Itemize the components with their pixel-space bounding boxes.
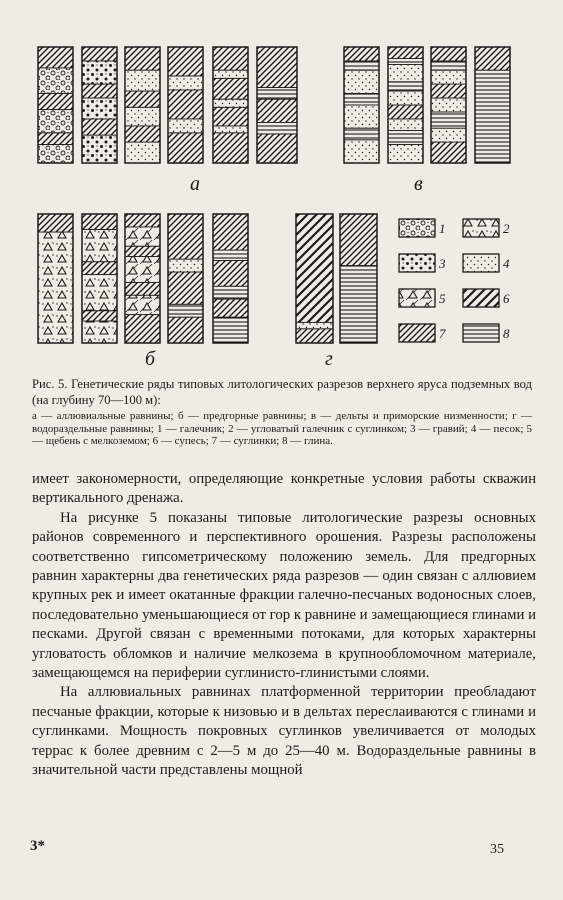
section-layer	[38, 133, 73, 145]
section-layer	[125, 282, 160, 295]
section-layer	[344, 61, 379, 70]
legend-swatch-4	[463, 254, 499, 272]
section-layer	[213, 107, 248, 126]
section-column	[344, 47, 379, 163]
section-layer	[431, 84, 466, 98]
legend-num-2: 2	[503, 221, 510, 236]
section-layer	[168, 47, 203, 76]
section-layer	[38, 232, 73, 343]
legend-swatch-5	[399, 289, 435, 307]
section-layer	[344, 70, 379, 93]
section-column	[125, 47, 160, 163]
legend-num-3: 3	[439, 256, 446, 271]
lithology-figure	[0, 0, 563, 380]
paragraph-1: имеет закономерности, определяющие конкретные условия работы скважин вертикального дренажа.	[32, 471, 536, 507]
section-layer	[38, 214, 73, 232]
section-layer	[168, 119, 203, 133]
legend-swatch-8	[463, 324, 499, 342]
section-column	[213, 214, 248, 343]
section-layer	[125, 227, 160, 246]
section-column	[257, 47, 297, 163]
section-column	[475, 47, 510, 163]
section-layer	[125, 257, 160, 283]
section-layer	[82, 275, 117, 311]
legend-swatch-1	[399, 219, 435, 237]
legend-num-7: 7	[439, 326, 446, 341]
paragraph-3: На аллювиальных равнинах платформенной территории преобладают песчаные фракции, которые к низовью и в дельтах переслаиваются с глинами и суглинками. Мощность покровных суглинков увеличивается от молодых террас к более древним с 2—5 м до 25—40 м. Водораздельные равнины в значительной части представлены мощной	[32, 684, 536, 779]
section-layer	[257, 99, 297, 122]
section-layer	[344, 128, 379, 140]
legend-swatch-3	[399, 254, 435, 272]
section-layer	[296, 329, 333, 343]
section-layer	[257, 122, 297, 134]
section-layer	[213, 286, 248, 299]
section-layer	[388, 91, 423, 105]
legend-num-5: 5	[439, 291, 446, 306]
section-layer	[213, 47, 248, 70]
section-layer	[38, 110, 73, 133]
section-column	[213, 47, 248, 163]
section-column	[340, 214, 377, 343]
section-layer	[296, 214, 333, 322]
section-layer	[431, 98, 466, 112]
section-layer	[168, 90, 203, 119]
group-label-a: а	[190, 173, 200, 195]
section-column	[296, 214, 333, 343]
section-column	[82, 47, 117, 163]
section-layer	[431, 128, 466, 142]
legend-num-4: 4	[503, 256, 510, 271]
section-layer	[125, 214, 160, 227]
section-layer	[82, 214, 117, 229]
section-layer	[257, 47, 297, 88]
section-layer	[213, 126, 248, 133]
section-layer	[125, 91, 160, 107]
section-column	[38, 214, 73, 343]
section-layer	[38, 144, 73, 163]
section-layer	[344, 47, 379, 61]
section-layer	[388, 105, 423, 119]
group-label-d: г	[325, 348, 333, 370]
section-layer	[388, 47, 423, 59]
section-layer	[168, 317, 203, 343]
section-layer	[125, 107, 160, 126]
section-layer	[82, 229, 117, 261]
section-layer	[38, 47, 73, 68]
section-layer	[125, 246, 160, 256]
section-layer	[431, 70, 466, 84]
section-layer	[344, 140, 379, 163]
paragraph-2: На рисунке 5 показаны типовые литологические разрезы основных районов современного и перспективного орошения. Разрезы расположены соответственно гипсометрическому положению земель. Для предгорных равнин характерны два генетических ряда разрезов — один связан с аллювием крупных рек и имеет окатанные фракции галечно-песчаных водоносных слоев, последовательно уменьшающиеся от гор к равнине и замещающиеся глинами и песками. Другой связан с временными потоками, для которых характерны угловатость обломков и наличие мелкозема в крупнообломочном материале, замещающемся на периферии суглинисто-глинистыми слоями.	[32, 509, 536, 682]
section-layer	[168, 304, 203, 317]
section-layer	[82, 119, 117, 135]
section-layer	[213, 78, 248, 99]
section-column	[168, 47, 203, 163]
section-layer	[388, 144, 423, 163]
section-layer	[213, 214, 248, 250]
section-layer	[82, 135, 117, 163]
section-layer	[257, 88, 297, 100]
caption-legend: а — аллювиальные равнины; б — предгорные равнины; в — дельты и приморские низменности; г — водораздельные равнины; 1 — галечник; 2 — угловатый галечник с суглинком; 3 — гравий; 4 — песок; 5 — щебень с мелкоземом; 6 — супесь; 7 — суглинки; 8 — глина.	[32, 410, 532, 448]
section-layer	[38, 68, 73, 94]
section-layer	[475, 70, 510, 163]
section-layer	[431, 47, 466, 61]
section-column	[82, 214, 117, 343]
page-number: 35	[490, 842, 504, 857]
section-layer	[388, 131, 423, 145]
section-layer	[388, 82, 423, 91]
signature-mark: 3*	[30, 838, 45, 854]
section-layer	[213, 133, 248, 163]
section-layer	[82, 47, 117, 61]
section-layer	[213, 299, 248, 317]
section-layer	[38, 93, 73, 109]
section-layer	[340, 214, 377, 266]
section-layer	[213, 99, 248, 107]
legend-num-8: 8	[503, 326, 510, 341]
legend-num-6: 6	[503, 291, 510, 306]
section-layer	[125, 126, 160, 142]
section-layer	[388, 59, 423, 65]
section-layer	[340, 266, 377, 343]
section-layer	[168, 214, 203, 259]
section-layer	[125, 142, 160, 163]
figure-caption	[32, 377, 532, 448]
section-layer	[168, 259, 203, 272]
section-layer	[213, 70, 248, 78]
body-text	[32, 470, 536, 781]
section-layer	[213, 260, 248, 286]
section-layer	[168, 272, 203, 304]
section-layer	[296, 322, 333, 328]
section-layer	[82, 311, 117, 321]
section-layer	[213, 250, 248, 260]
section-layer	[388, 119, 423, 131]
section-layer	[125, 295, 160, 314]
section-layer	[344, 93, 379, 105]
section-layer	[82, 262, 117, 275]
section-column	[388, 47, 423, 163]
legend-num-1: 1	[439, 221, 446, 236]
section-layer	[168, 133, 203, 163]
section-layer	[82, 61, 117, 84]
legend-swatch-6	[463, 289, 499, 307]
section-layer	[82, 321, 117, 343]
section-layer	[168, 76, 203, 90]
section-layer	[125, 315, 160, 343]
section-layer	[431, 112, 466, 128]
section-layer	[431, 142, 466, 163]
legend	[399, 219, 510, 342]
section-layer	[475, 47, 510, 70]
group-label-c: б	[145, 348, 156, 370]
section-layer	[82, 84, 117, 98]
section-layer	[82, 98, 117, 119]
section-layer	[125, 47, 160, 70]
section-layer	[257, 134, 297, 163]
section-layer	[213, 317, 248, 343]
legend-swatch-2	[463, 219, 499, 237]
section-column	[431, 47, 466, 163]
legend-swatch-7	[399, 324, 435, 342]
group-label-b: в	[414, 173, 423, 195]
section-layer	[125, 70, 160, 91]
section-layer	[388, 64, 423, 81]
section-column	[168, 214, 203, 343]
section-column	[125, 214, 160, 343]
section-column	[38, 47, 73, 163]
section-layer	[344, 105, 379, 128]
caption-title: Рис. 5. Генетические ряды типовых литологических разрезов верхнего яруса подземных вод (на глубину 70—100 м):	[32, 377, 532, 407]
section-layer	[431, 61, 466, 70]
